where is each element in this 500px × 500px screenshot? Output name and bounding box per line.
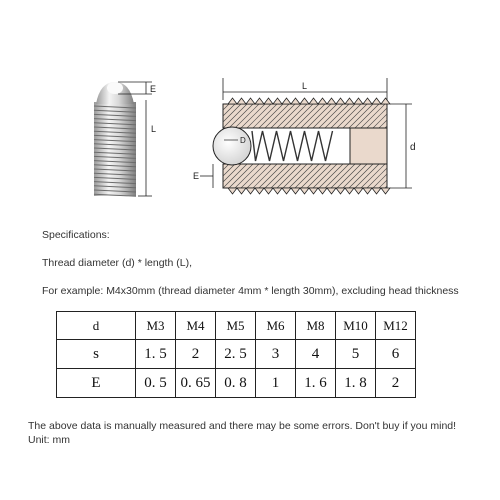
table-row-e <box>57 369 416 398</box>
row-header-s: s <box>57 340 136 369</box>
table-row-s <box>57 340 416 369</box>
thread-tooth <box>354 98 363 104</box>
thread-tooth <box>363 188 372 194</box>
unit-text: Unit: mm <box>28 434 70 446</box>
section-ball <box>213 127 251 165</box>
thread-tooth <box>318 188 327 194</box>
label-l-right: L <box>302 81 308 91</box>
table-cell: M5 <box>216 312 256 340</box>
thread-tooth <box>309 98 318 104</box>
section-end <box>350 128 387 164</box>
label-e-right: E <box>193 171 200 181</box>
technical-diagram <box>0 0 500 215</box>
table-cell: 1 <box>256 369 296 398</box>
specifications-heading: Specifications: <box>42 229 110 241</box>
thread-tooth <box>336 188 345 194</box>
table-cell: 0. 65 <box>176 369 216 398</box>
thread-tooth <box>246 98 255 104</box>
thread-tooth <box>300 188 309 194</box>
table-cell: M8 <box>296 312 336 340</box>
thread-tooth <box>381 188 390 194</box>
plunger-ball <box>107 82 123 94</box>
table-cell: 0. 5 <box>136 369 176 398</box>
thread-tooth <box>273 188 282 194</box>
thread-tooth <box>336 98 345 104</box>
thread-tooth <box>354 188 363 194</box>
thread-tooth <box>282 188 291 194</box>
thread-tooth <box>237 188 246 194</box>
example-text: For example: M4x30mm (thread diameter 4mm * length 30mm), excluding head thickness <box>42 285 459 297</box>
thread-tooth <box>264 98 273 104</box>
table-cell: 3 <box>256 340 296 369</box>
thread-tooth <box>228 98 237 104</box>
table-cell: 1. 6 <box>296 369 336 398</box>
thread-tooth <box>273 98 282 104</box>
thread-tooth <box>291 98 300 104</box>
thread-tooth <box>381 98 390 104</box>
table-cell: M3 <box>136 312 176 340</box>
thread-tooth <box>372 98 381 104</box>
thread-tooth <box>255 98 264 104</box>
thread-tooth <box>237 98 246 104</box>
thread-tooth <box>363 98 372 104</box>
label-d-right: d <box>410 142 416 153</box>
thread-tooth <box>228 188 237 194</box>
thread-tooth <box>282 98 291 104</box>
label-l-left: L <box>151 124 157 134</box>
thread-tooth <box>345 188 354 194</box>
table-cell: 4 <box>296 340 336 369</box>
thread-tooth <box>300 98 309 104</box>
table-cell: M6 <box>256 312 296 340</box>
table-cell: 0. 8 <box>216 369 256 398</box>
thread-tooth <box>318 98 327 104</box>
table-cell: 1. 5 <box>136 340 176 369</box>
table-row-d <box>57 312 416 340</box>
thread-tooth <box>345 98 354 104</box>
table-cell: M10 <box>336 312 376 340</box>
label-d-ball: D <box>240 136 246 145</box>
label-e-left: E <box>150 84 157 94</box>
thread-tooth <box>246 188 255 194</box>
table-cell: 2. 5 <box>216 340 256 369</box>
thread-tooth <box>264 188 273 194</box>
cross-section-drawing <box>213 98 390 194</box>
table-cell: 2 <box>376 369 416 398</box>
thread-definition-text: Thread diameter (d) * length (L), <box>42 257 192 269</box>
thread-tooth <box>255 188 264 194</box>
thread-tooth <box>327 188 336 194</box>
thread-tooth <box>291 188 300 194</box>
thread-tooth <box>309 188 318 194</box>
dimension-table <box>56 311 416 398</box>
disclaimer-text: The above data is manually measured and there may be some errors. Don't buy if you mind! <box>28 420 457 432</box>
table-cell: 1. 8 <box>336 369 376 398</box>
thread-tooth <box>327 98 336 104</box>
table-cell: M4 <box>176 312 216 340</box>
table-cell: 5 <box>336 340 376 369</box>
table-cell: 2 <box>176 340 216 369</box>
table-cell: M12 <box>376 312 416 340</box>
ball-plunger-product-illustration <box>94 82 136 196</box>
row-header-e: E <box>57 369 136 398</box>
table-cell: 6 <box>376 340 416 369</box>
row-header-d: d <box>57 312 136 340</box>
thread-tooth <box>372 188 381 194</box>
